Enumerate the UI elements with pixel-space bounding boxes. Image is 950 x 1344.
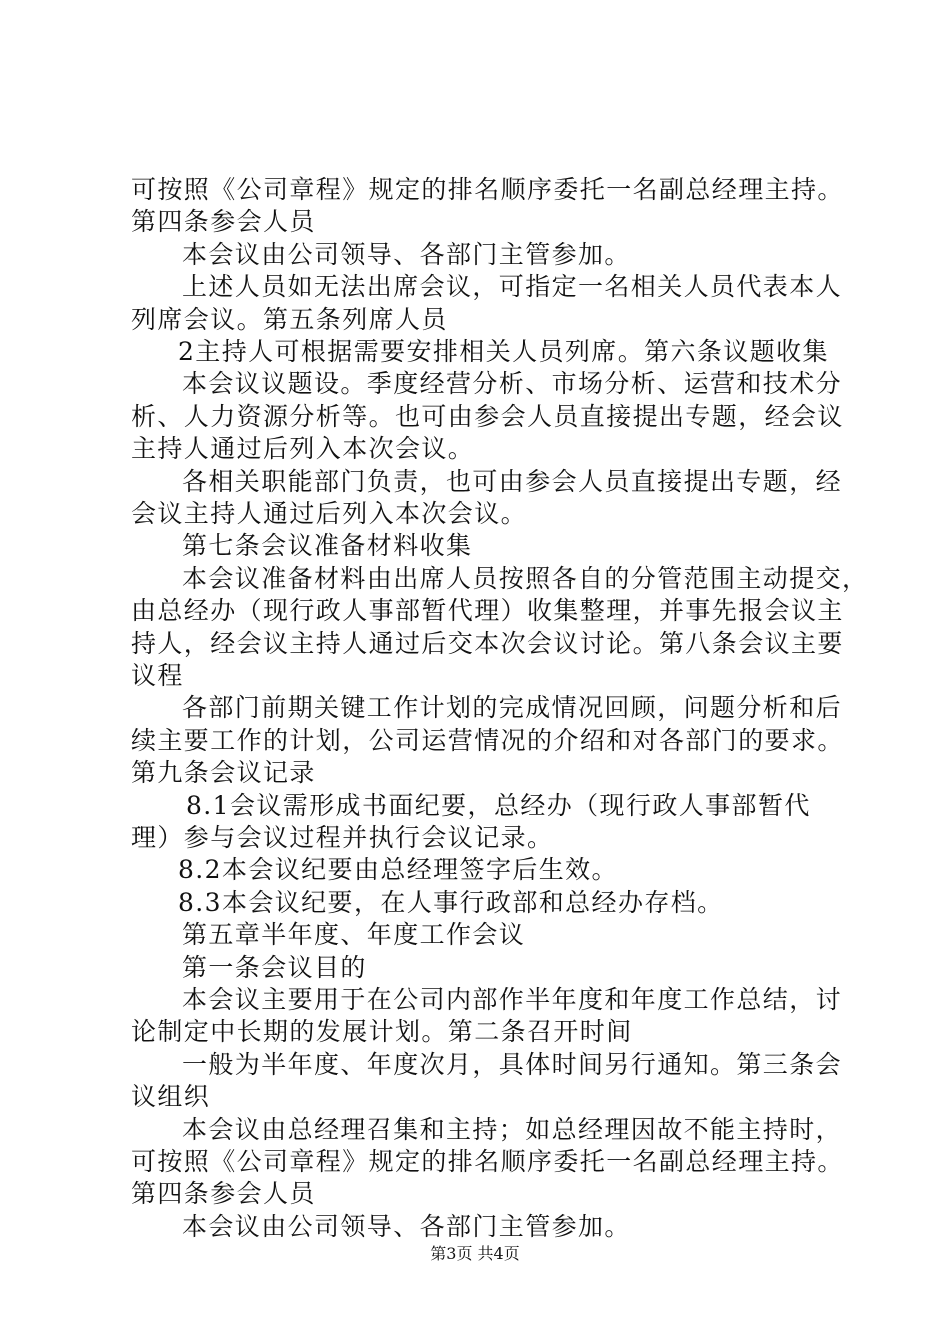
text-line: 本会议由公司领导、各部门主管参加。 [182,240,631,269]
text-line: 主持人通过后列入本次会议。 [131,434,475,463]
text-line: 各部门前期关键工作计划的完成情况回顾，问题分析和后 [182,693,843,722]
text-line: 8.1会议需形成书面纪要，总经办（现行政人事部暂代 [186,791,811,820]
text-line: 本会议议题设。季度经营分析、市场分析、运营和技术分 [182,369,843,398]
section-heading: 第七条会议准备材料收集 [182,531,473,560]
text-line: 会议主持人通过后列入本次会议。 [131,499,528,528]
chapter-heading: 第五章半年度、年度工作会议 [182,920,526,949]
text-line: 8.2本会议纪要由总经理签字后生效。 [178,855,618,884]
text-line: 议程 [131,661,184,690]
text-line: 由总经办（现行政人事部暂代理）收集整理，并事先报会议主 [131,596,844,625]
text-line: 本会议主要用于在公司内部作半年度和年度工作总结，讨 [182,985,843,1014]
text-line: 列席会议。第五条列席人员 [131,305,448,334]
text-line: 一般为半年度、年度次月，具体时间另行通知。第三条会 [182,1050,843,1079]
text-line: 议组织 [131,1082,211,1111]
text-line: 本会议准备材料由出席人员按照各自的分管范围主动提交， [182,564,869,593]
text-line: 可按照《公司章程》规定的排名顺序委托一名副总经理主持。 [131,175,844,204]
section-heading: 第九条会议记录 [131,758,316,787]
section-heading: 第一条会议目的 [182,953,367,982]
text-line: 上述人员如无法出席会议，可指定一名相关人员代表本人 [182,272,843,301]
page-number: 第3页 共4页 [430,1244,520,1263]
text-line: 持人，经会议主持人通过后交本次会议讨论。第八条会议主要 [131,629,844,658]
text-line: 析、人力资源分析等。也可由参会人员直接提出专题，经会议 [131,402,844,431]
text-line: 本会议由公司领导、各部门主管参加。 [182,1212,631,1241]
text-line: 论制定中长期的发展计划。第二条召开时间 [131,1017,633,1046]
section-heading: 第四条参会人员 [131,1179,316,1208]
text-line: 8.3本会议纪要，在人事行政部和总经办存档。 [178,888,724,917]
text-line: 理）参与会议过程并执行会议记录。 [131,823,554,852]
text-line: 各相关职能部门负责，也可由参会人员直接提出专题，经 [182,467,843,496]
text-line: 可按照《公司章程》规定的排名顺序委托一名副总经理主持。 [131,1147,844,1176]
text-line: 本会议由总经理召集和主持；如总经理因故不能主持时， [182,1115,843,1144]
section-heading: 第四条参会人员 [131,207,316,236]
text-line: 2主持人可根据需要安排相关人员列席。第六条议题收集 [178,337,829,366]
text-line: 续主要工作的计划，公司运营情况的介绍和对各部门的要求。 [131,726,844,755]
